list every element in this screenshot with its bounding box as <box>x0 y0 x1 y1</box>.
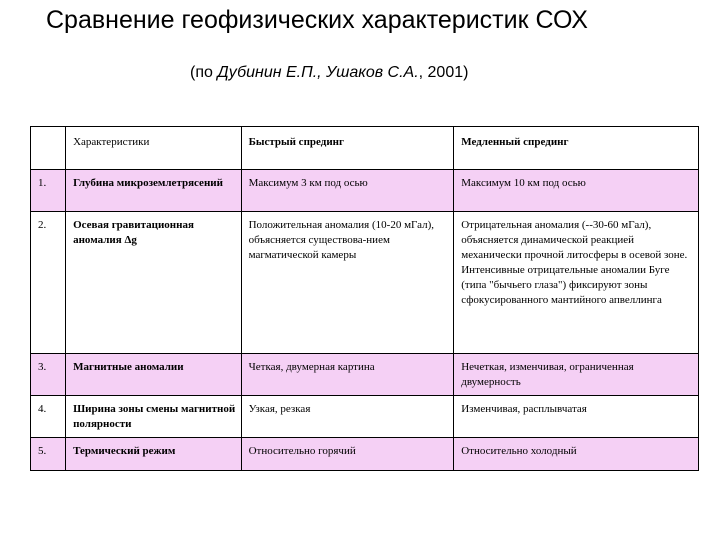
row-number: 4. <box>31 396 66 438</box>
row-slow-value: Изменчивая, расплывчатая <box>454 396 699 438</box>
header-cell-fast <box>241 127 454 170</box>
table-header-row <box>31 127 699 170</box>
row-characteristic: Термический режим <box>66 438 242 471</box>
header-slow-label: Медленный спрединг <box>461 136 569 148</box>
row-characteristic: Осевая гравитационная аномалия Δg <box>66 212 242 354</box>
table-row <box>31 212 699 354</box>
subtitle-authors: Дубинин Е.П., Ушаков С.А. <box>217 64 419 81</box>
table-row <box>31 438 699 471</box>
slide-title: Сравнение геофизических характеристик СОХ <box>46 6 588 34</box>
table-row <box>31 354 699 396</box>
row-slow-value: Нечеткая, изменчивая, ограниченная двумерность <box>454 354 699 396</box>
comparison-table <box>30 126 699 471</box>
row-number: 2. <box>31 212 66 354</box>
slide-subtitle <box>190 64 468 82</box>
row-fast-value: Относительно горячий <box>241 438 454 471</box>
row-fast-value: Положительная аномалия (10-20 мГал), объясняется существова-нием магматической камеры <box>241 212 454 354</box>
row-fast-value: Четкая, двумерная картина <box>241 354 454 396</box>
row-slow-value: Максимум 10 км под осью <box>454 170 699 212</box>
header-fast-label: Быстрый спрединг <box>248 136 344 148</box>
subtitle-prefix: (по <box>190 64 213 81</box>
row-fast-value: Максимум 3 км под осью <box>241 170 454 212</box>
row-characteristic: Ширина зоны смены магнитной полярности <box>66 396 242 438</box>
row-characteristic: Магнитные аномалии <box>66 354 242 396</box>
header-cell-number <box>31 127 66 170</box>
row-slow-value: Отрицательная аномалия (--30-60 мГал), объясняется динамической реакцией механически прочной литосферы в осевой зоне. Интенсивные отрицательные аномалии Буге (типа "бычьего глаза") фиксируют зоны сфокусированного мантийного апвеллинга <box>454 212 699 354</box>
row-number: 1. <box>31 170 66 212</box>
row-number: 3. <box>31 354 66 396</box>
table-row <box>31 170 699 212</box>
row-slow-value: Относительно холодный <box>454 438 699 471</box>
header-cell-characteristics: Характеристики <box>66 127 242 170</box>
row-number: 5. <box>31 438 66 471</box>
header-cell-slow <box>454 127 699 170</box>
table-row <box>31 396 699 438</box>
subtitle-suffix: , 2001) <box>418 64 469 81</box>
row-fast-value: Узкая, резкая <box>241 396 454 438</box>
row-characteristic: Глубина микроземлетрясений <box>66 170 242 212</box>
